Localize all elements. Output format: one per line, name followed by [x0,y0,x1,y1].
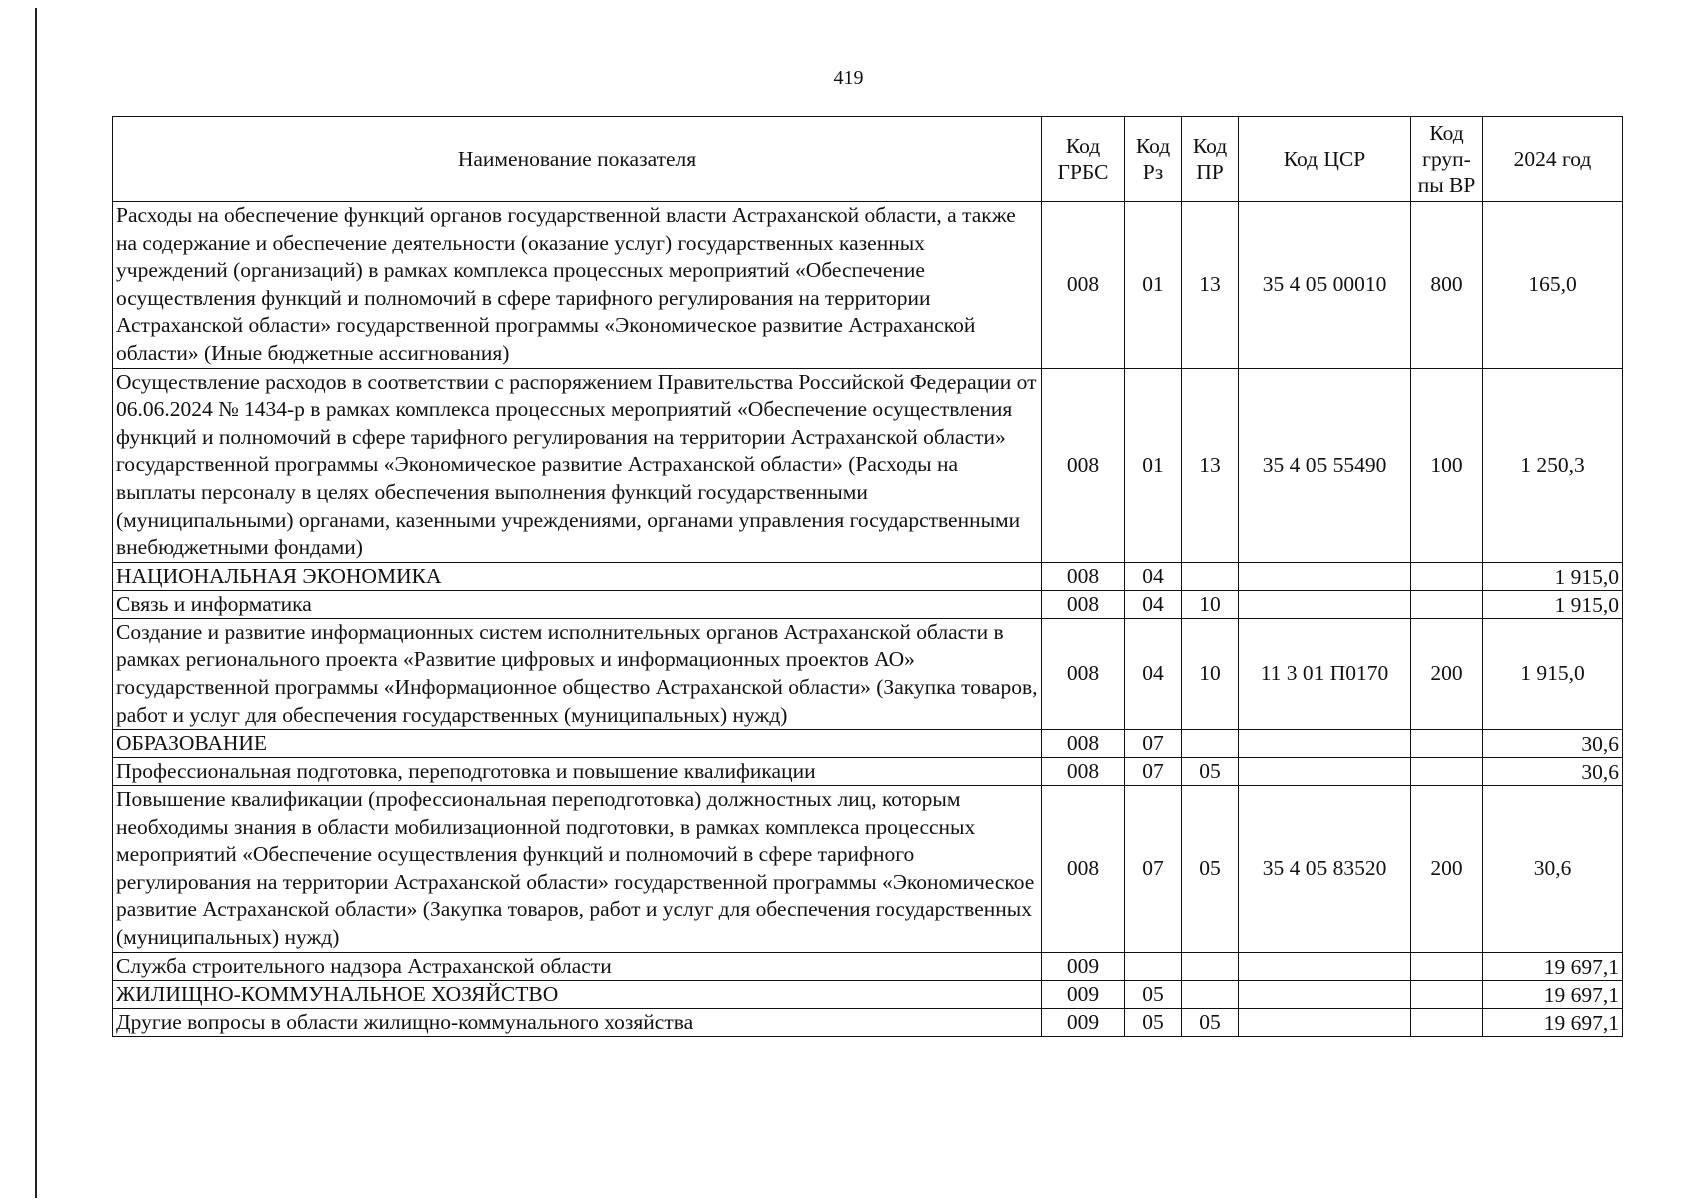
binding-margin-line [35,8,37,1198]
row-name: Служба строительного надзора Астраханской области [113,952,1042,980]
table-row [113,618,1623,729]
row-amount: 30,6 [1483,786,1623,953]
row-rz: 01 [1125,368,1182,562]
row-vr [1411,590,1483,618]
row-vr: 100 [1411,368,1483,562]
row-vr [1411,952,1483,980]
row-name: Осуществление расходов в соответствии с распоряжением Правительства Российской Федерации от 06.06.2024 № 1434-р в рамках комплекса процессных мероприятий «Обеспечение осуществления функций и полномочий в сфере тарифного регулирования на территории Астраханской области» государственной программы «Экономическое развитие Астраханской области» (Расходы на выплаты персоналу в целях обеспечения выполнения функций государственными (муниципальными) органами, казенными учреждениями, органами управления государственными внебюджетными фондами) [113,368,1042,562]
row-grbs: 008 [1042,202,1125,369]
header-pr: Код ПР [1182,117,1239,202]
row-amount: 30,6 [1483,730,1623,758]
table-row [113,590,1623,618]
row-csr: 11 3 01 П0170 [1239,618,1411,729]
row-amount: 1 915,0 [1483,562,1623,590]
table-row [113,730,1623,758]
row-vr: 800 [1411,202,1483,369]
row-vr: 200 [1411,786,1483,953]
row-csr: 35 4 05 55490 [1239,368,1411,562]
row-pr: 05 [1182,1008,1239,1036]
row-rz: 05 [1125,980,1182,1008]
row-pr [1182,730,1239,758]
row-grbs: 009 [1042,980,1125,1008]
row-pr: 05 [1182,786,1239,953]
row-pr: 10 [1182,618,1239,729]
row-pr [1182,980,1239,1008]
row-grbs: 008 [1042,730,1125,758]
row-vr [1411,730,1483,758]
row-csr: 35 4 05 83520 [1239,786,1411,953]
row-pr [1182,952,1239,980]
row-grbs: 008 [1042,368,1125,562]
row-rz: 07 [1125,786,1182,953]
row-vr [1411,1008,1483,1036]
table-row [113,952,1623,980]
row-name: Профессиональная подготовка, переподготовка и повышение квалификации [113,758,1042,786]
row-grbs: 008 [1042,590,1125,618]
header-rz: Код Рз [1125,117,1182,202]
row-amount: 19 697,1 [1483,952,1623,980]
table-row [113,562,1623,590]
row-name: ОБРАЗОВАНИЕ [113,730,1042,758]
row-csr: 35 4 05 00010 [1239,202,1411,369]
table-row [113,758,1623,786]
row-amount: 1 915,0 [1483,618,1623,729]
row-name: НАЦИОНАЛЬНАЯ ЭКОНОМИКА [113,562,1042,590]
row-amount: 165,0 [1483,202,1623,369]
row-csr [1239,758,1411,786]
table-row [113,1008,1623,1036]
table-row [113,980,1623,1008]
row-rz: 07 [1125,730,1182,758]
row-rz: 04 [1125,562,1182,590]
row-rz [1125,952,1182,980]
row-vr: 200 [1411,618,1483,729]
row-pr [1182,562,1239,590]
row-name: Связь и информатика [113,590,1042,618]
row-name: Другие вопросы в области жилищно-коммунального хозяйства [113,1008,1042,1036]
row-name: ЖИЛИЩНО-КОММУНАЛЬНОЕ ХОЗЯЙСТВО [113,980,1042,1008]
row-rz: 07 [1125,758,1182,786]
header-grbs: Код ГРБС [1042,117,1125,202]
row-amount: 1 250,3 [1483,368,1623,562]
row-csr [1239,562,1411,590]
header-year: 2024 год [1483,117,1623,202]
table-row [113,202,1623,369]
header-vr: Код груп- пы ВР [1411,117,1483,202]
row-grbs: 009 [1042,1008,1125,1036]
row-vr [1411,562,1483,590]
row-rz: 01 [1125,202,1182,369]
page-number: 419 [833,67,864,89]
row-csr [1239,980,1411,1008]
row-csr [1239,590,1411,618]
row-amount: 19 697,1 [1483,1008,1623,1036]
budget-table [112,116,1623,1037]
row-pr: 10 [1182,590,1239,618]
row-grbs: 008 [1042,786,1125,953]
row-csr [1239,952,1411,980]
row-grbs: 008 [1042,618,1125,729]
header-csr: Код ЦСР [1239,117,1411,202]
table-row [113,368,1623,562]
row-pr: 13 [1182,202,1239,369]
row-pr: 05 [1182,758,1239,786]
row-grbs: 008 [1042,758,1125,786]
row-name: Повышение квалификации (профессиональная переподготовка) должностных лиц, которым необходимы знания в области мобилизационной подготовки, в рамках комплекса процессных мероприятий «Обеспечение осуществления функций и полномочий в сфере тарифного регулирования на территории Астраханской области» государственной программы «Экономическое развитие Астраханской области» (Закупка товаров, работ и услуг для обеспечения государственных (муниципальных) нужд) [113,786,1042,953]
row-amount: 19 697,1 [1483,980,1623,1008]
row-csr [1239,1008,1411,1036]
row-name: Создание и развитие информационных систем исполнительных органов Астраханской области в рамках регионального проекта «Развитие цифровых и информационных проектов АО» государственной программы «Информационное общество Астраханской области» (Закупка товаров, работ и услуг для обеспечения государственных (муниципальных) нужд) [113,618,1042,729]
row-csr [1239,730,1411,758]
row-rz: 04 [1125,590,1182,618]
row-rz: 05 [1125,1008,1182,1036]
row-grbs: 008 [1042,562,1125,590]
header-name: Наименование показателя [113,117,1042,202]
row-name: Расходы на обеспечение функций органов государственной власти Астраханской области, а также на содержание и обеспечение деятельности (оказание услуг) государственных казенных учреждений (организаций) в рамках комплекса процессных мероприятий «Обеспечение осуществления функций и полномочий в сфере тарифного регулирования на территории Астраханской области» государственной программы «Экономическое развитие Астраханской области» (Иные бюджетные ассигнования) [113,202,1042,369]
row-vr [1411,758,1483,786]
row-amount: 1 915,0 [1483,590,1623,618]
row-amount: 30,6 [1483,758,1623,786]
row-pr: 13 [1182,368,1239,562]
table-header-row [113,117,1623,202]
row-rz: 04 [1125,618,1182,729]
table-row [113,786,1623,953]
row-grbs: 009 [1042,952,1125,980]
row-vr [1411,980,1483,1008]
